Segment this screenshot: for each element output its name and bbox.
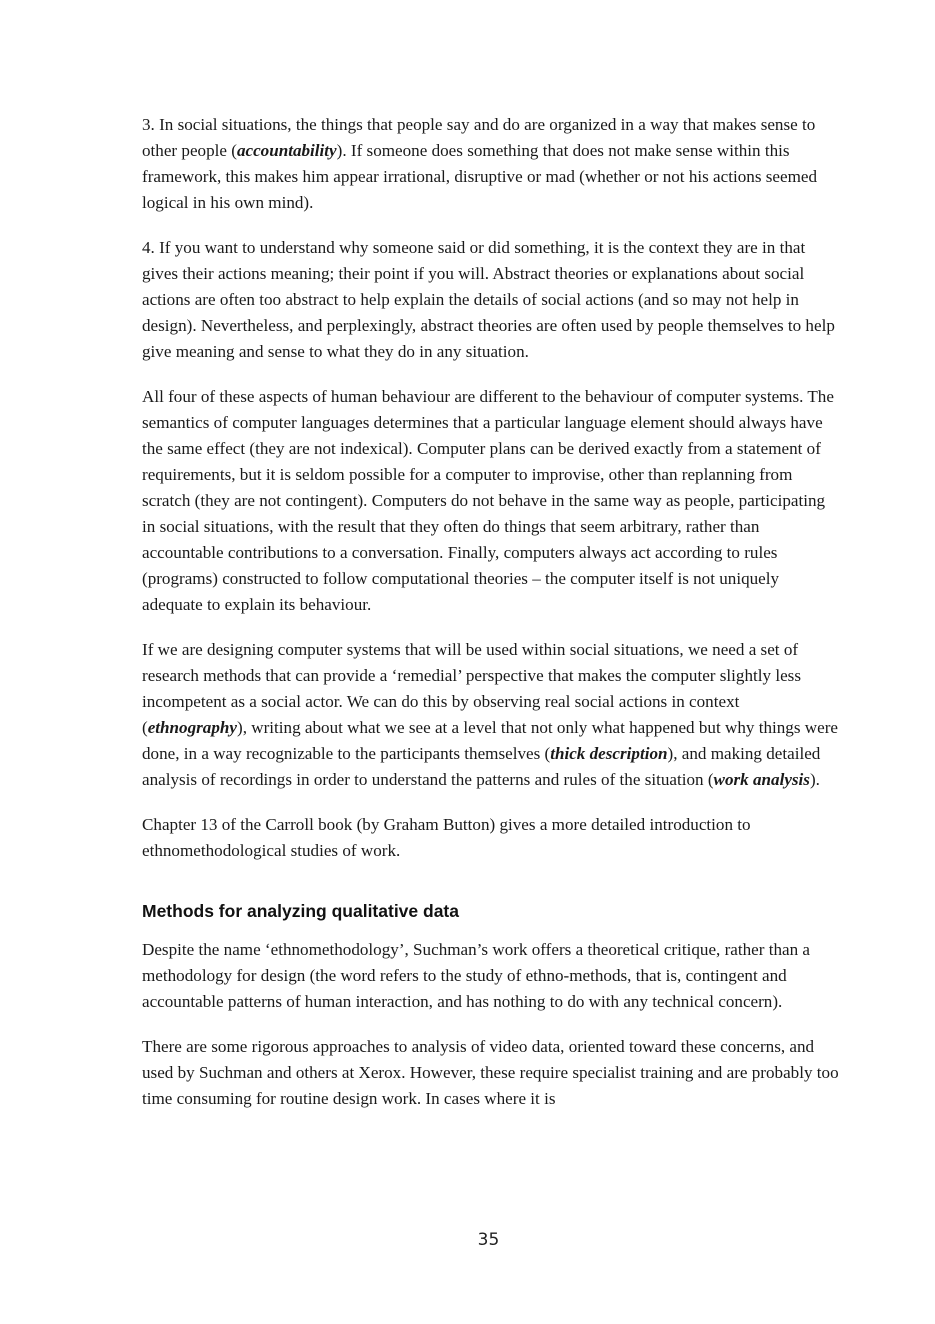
- page-body: [142, 112, 842, 1131]
- page-number: 35: [477, 1230, 500, 1250]
- term-ethnography: ethnography: [147, 718, 237, 737]
- paragraph-accountability: [142, 112, 842, 216]
- text-run: ), writing about what we see at a level that not only what happened but why things were done, in a way recognizable to the participants themselves (: [142, 718, 838, 763]
- text-run: There are some rigorous approaches to analysis of video data, oriented toward these concerns, and used by Suchman and others at Xerox. However, these require specialist training and are probably too time consuming for routine design work. In cases where it is: [142, 1037, 839, 1108]
- text-run: ), and making detailed analysis of recordings in order to understand the patterns and rules of the situation (: [142, 744, 821, 789]
- text-run: ).: [809, 770, 820, 789]
- paragraph-computer-behaviour: [142, 384, 842, 618]
- text-run: Despite the name ‘ethnomethodology’, Suchman’s work offers a theoretical critique, rather than a methodology for design (the word refers to the study of ethno-methods, that is, contingent and accountable patterns of human interaction, and has nothing to do with any technical concern).: [142, 940, 811, 1011]
- term-work-analysis: work analysis: [713, 770, 810, 789]
- text-run: 3. In social situations, the things that people say and do are organized in a way that makes sense to other people (: [142, 115, 816, 160]
- term-thick-description: thick description: [550, 744, 668, 763]
- paragraph-research-methods: [142, 637, 842, 793]
- term-accountability: accountability: [236, 141, 337, 160]
- paragraph-video-analysis: [142, 1034, 842, 1112]
- text-run: Chapter 13 of the Carroll book (by Graham Button) gives a more detailed introduction to ethnomethodological studies of work.: [142, 815, 751, 860]
- text-run: All four of these aspects of human behaviour are different to the behaviour of computer systems. The semantics of computer languages determines that a particular language element should always have the same effect (they are not indexical). Computer plans can be derived exactly from a statement of requirements, but it is seldom possible for a computer to improvise, other than replanning from scratch (they are not contingent). Computers do not behave in the same way as people, participating in social situations, with the result that they often do things that seem arbitrary, rather than accountable contributions to a conversation. Finally, computers always act according to rules (programs) constructed to follow computational theories – the computer itself is not uniquely adequate to explain its behaviour.: [142, 387, 834, 614]
- paragraph-chapter-reference: [142, 812, 842, 864]
- text-run: If we are designing computer systems that will be used within social situations, we need a set of research methods that can provide a ‘remedial’ perspective that makes the computer slightly less incompetent as a social actor. We can do this by observing real social actions in context (: [142, 640, 801, 737]
- text-run: 4. If you want to understand why someone said or did something, it is the context they are in that gives their actions meaning; their point if you will. Abstract theories or explanations about social actions are often too abstract to help explain the details of social actions (and so may not help in design). Nevertheless, and perplexingly, abstract theories are often used by people themselves to help give meaning and sense to what they do in any situation.: [142, 238, 835, 361]
- text-run: ). If someone does something that does not make sense within this framework, this makes him appear irrational, disruptive or mad (whether or not his actions seemed logical in his own mind).: [142, 141, 818, 212]
- paragraph-ethnomethodology: [142, 937, 842, 1015]
- section-heading: Methods for analyzing qualitative data: [142, 901, 459, 921]
- paragraph-context: [142, 235, 842, 365]
